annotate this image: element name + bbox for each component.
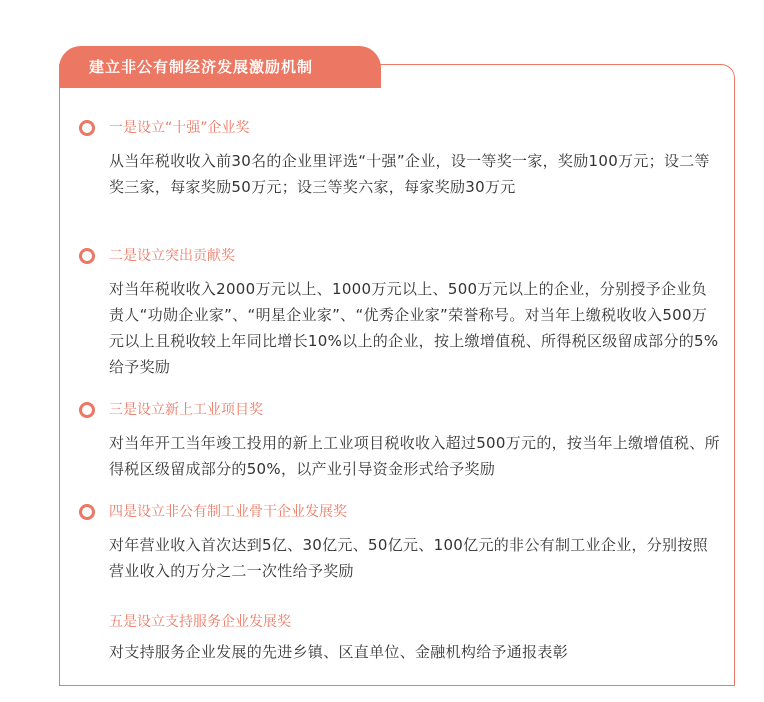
circle-bullet-icon bbox=[79, 248, 95, 264]
section-1-heading: 一是设立“十强”企业奖 bbox=[109, 120, 250, 136]
section-5-body: 对支持服务企业发展的先进乡镇、区直单位、金融机构给予通报表彰 bbox=[109, 643, 569, 661]
section-4-heading: 四是设立非公有制工业骨干企业发展奖 bbox=[109, 504, 347, 520]
section-5-heading: 五是设立支持服务企业发展奖 bbox=[109, 614, 291, 630]
section-title: 建立非公有制经济发展激励机制 bbox=[59, 46, 381, 88]
section-2-body: 对当年税收收入2000万元以上、1000万元以上、500万元以上的企业，分别授予企业负责人“功勋企业家”、“明星企业家”、“优秀企业家”荣誉称号。对当年上缴税收收入500万元以上且税收较上年同比增长10%以上的企业，按上缴增值税、所得税区级留成部分的5%给予奖励 bbox=[109, 280, 719, 376]
section-3-body: 对当年开工当年竣工投用的新上工业项目税收收入超过500万元的，按当年上缴增值税、所得税区级留成部分的50%，以产业引导资金形式给予奖励 bbox=[109, 434, 720, 478]
circle-bullet-icon bbox=[79, 120, 95, 136]
section-2-heading: 二是设立突出贡献奖 bbox=[109, 248, 235, 264]
circle-bullet-icon bbox=[79, 402, 95, 418]
circle-bullet-icon bbox=[79, 504, 95, 520]
section-3-heading: 三是设立新上工业项目奖 bbox=[109, 402, 263, 418]
section-1-body: 从当年税收收入前30名的企业里评选“十强”企业，设一等奖一家，奖励100万元；设二等奖三家，每家奖励50万元；设三等奖六家，每家奖励30万元 bbox=[109, 152, 710, 196]
section-4-body: 对年营业收入首次达到5亿、30亿元、50亿元、100亿元的非公有制工业企业，分别按照营业收入的万分之二一次性给予奖励 bbox=[109, 536, 708, 580]
